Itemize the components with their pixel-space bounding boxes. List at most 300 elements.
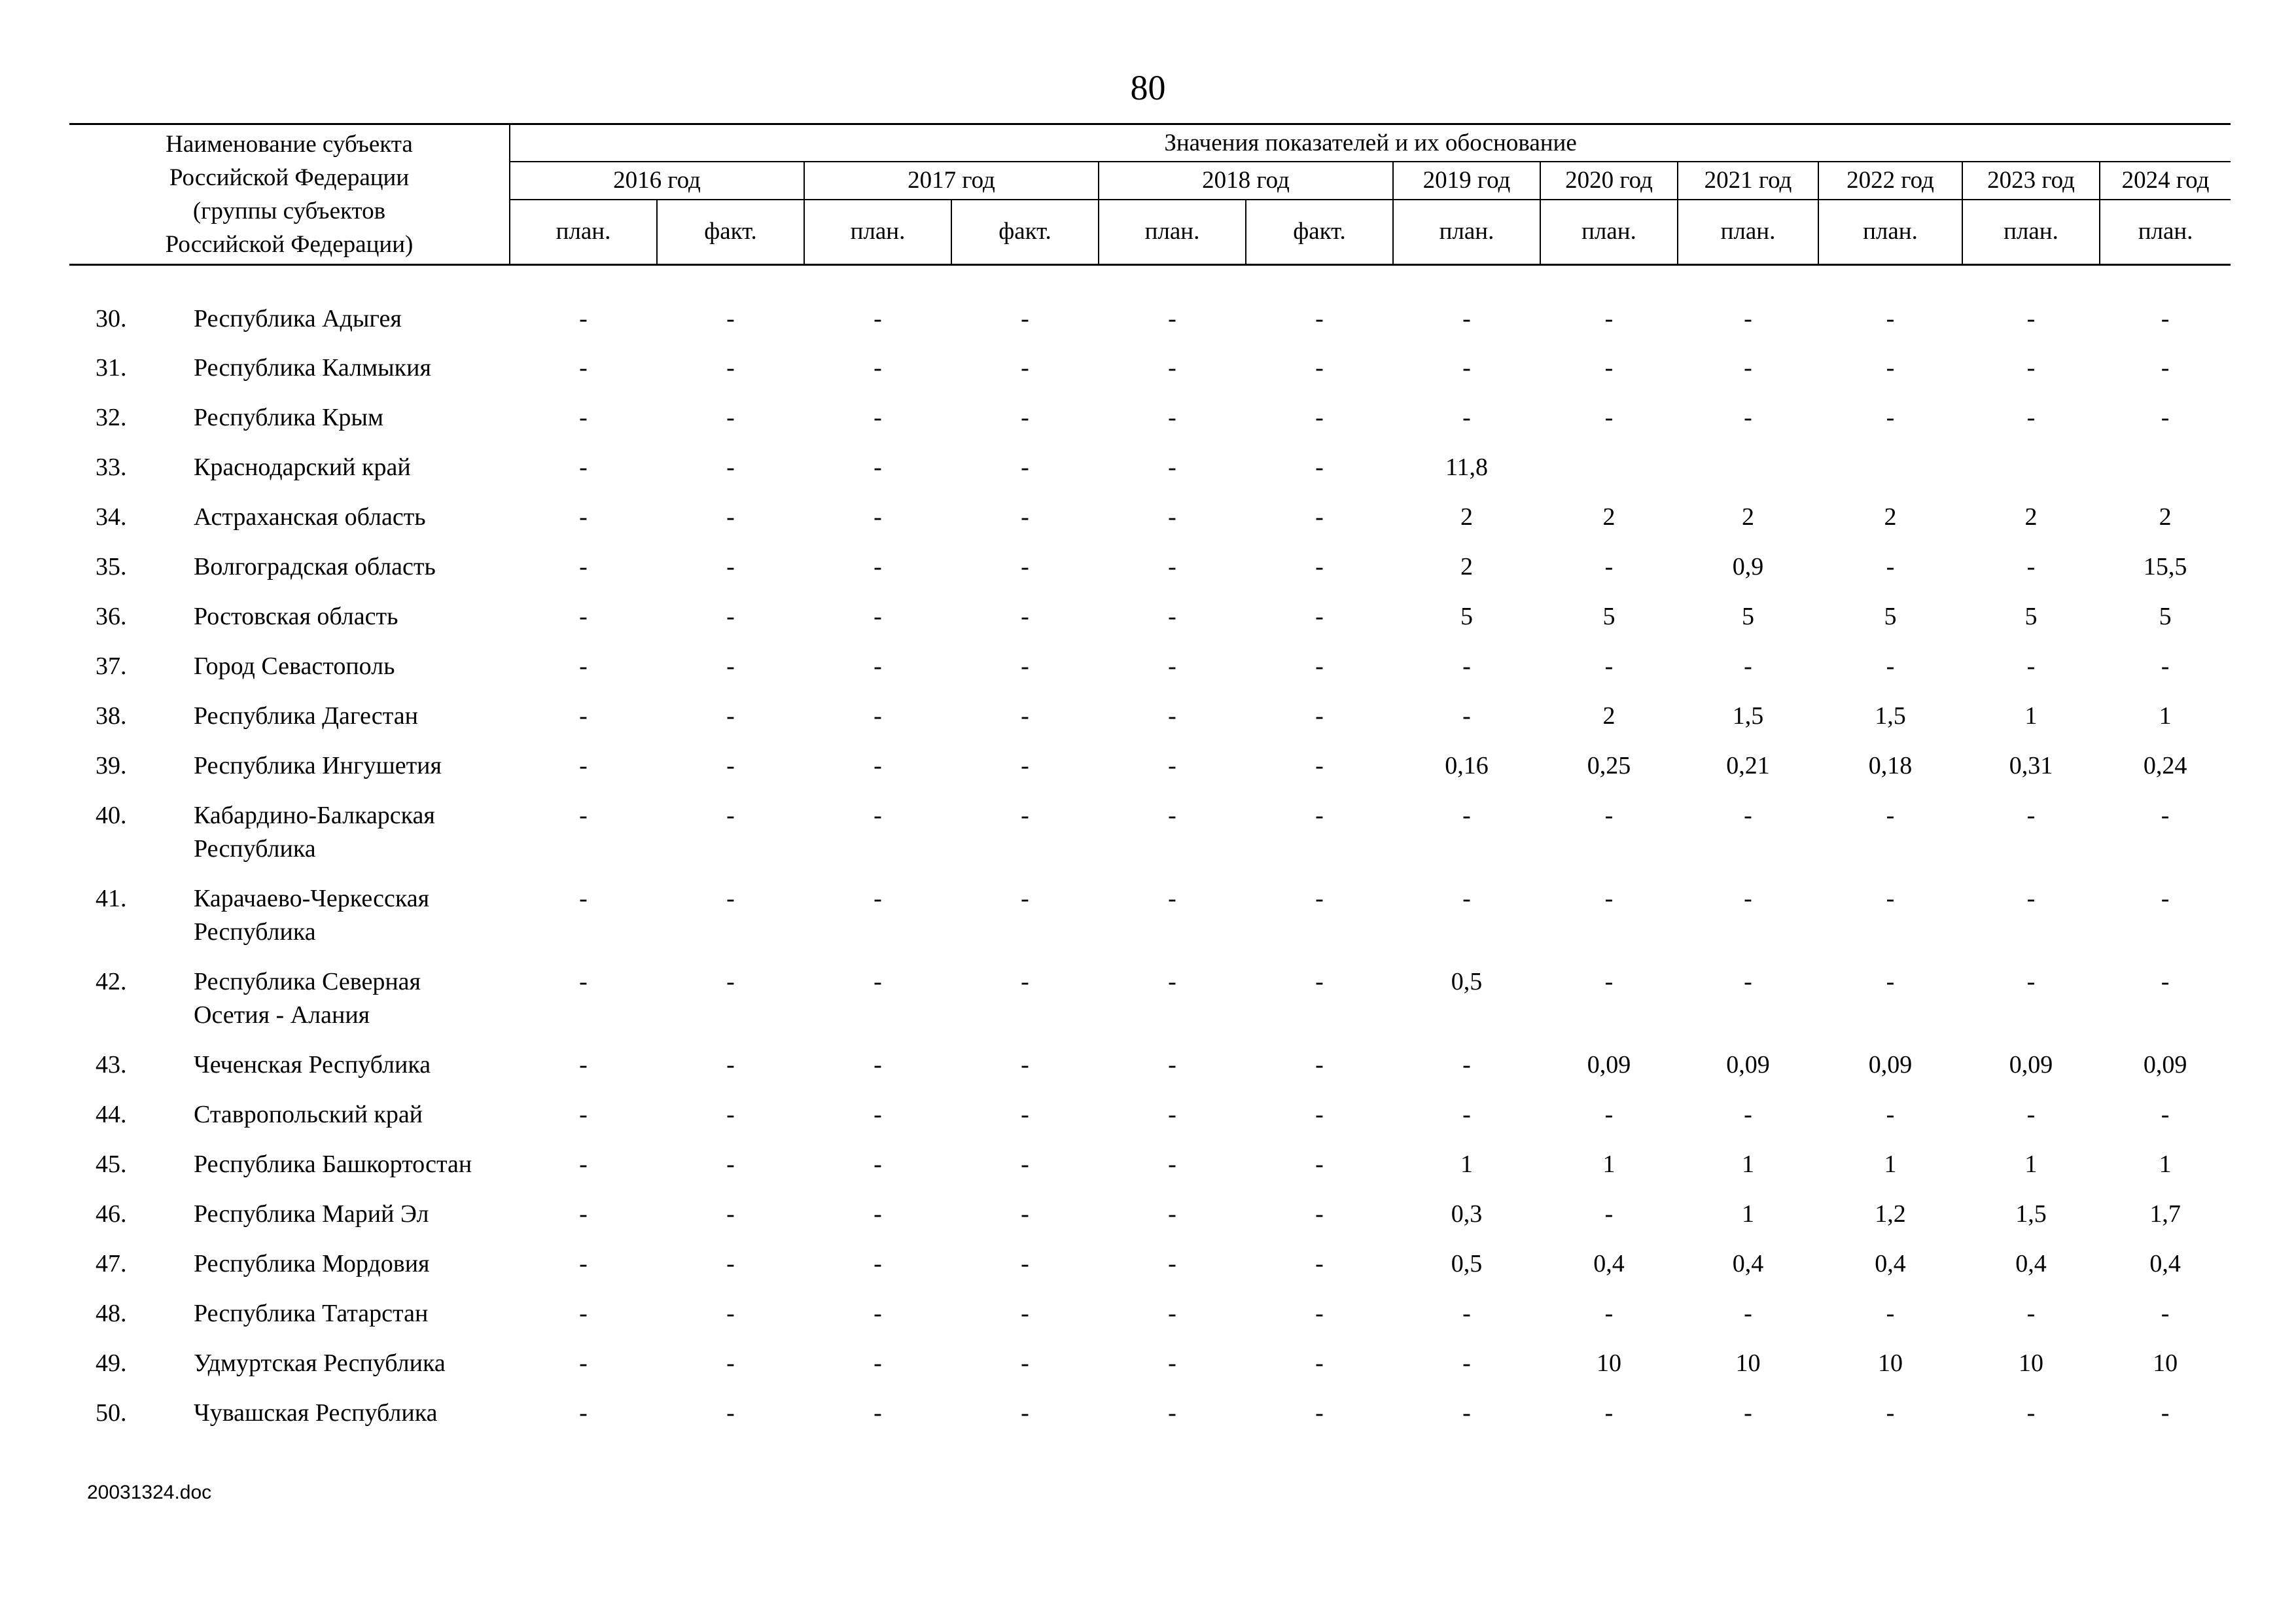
subject-name-line: Республика	[194, 918, 316, 946]
row-number: 31.	[96, 353, 127, 382]
value-cell: -	[1168, 1299, 1176, 1327]
value-cell: -	[874, 1100, 882, 1128]
value-cell: -	[1604, 552, 1614, 580]
value-cell: 2	[1602, 503, 1616, 531]
value-cell: -	[1462, 1299, 1471, 1327]
value-cell: -	[1021, 1399, 1029, 1427]
value-cell: -	[1168, 1150, 1176, 1178]
table-row	[69, 1041, 2231, 1090]
subject-name-line: Республика Башкортостан	[194, 1150, 472, 1178]
year-header: 2020 год	[1540, 162, 1678, 199]
value-cell: 2	[1460, 503, 1473, 531]
value-cell: -	[1604, 801, 1614, 829]
subject-name	[171, 393, 510, 443]
value-cell: -	[1886, 403, 1895, 431]
row-number: 41.	[96, 884, 127, 912]
table-row	[69, 1389, 2231, 1438]
subject-name-line: Карачаево-Черкесская	[194, 884, 430, 912]
value-cell: -	[1021, 1249, 1029, 1277]
row-number: 44.	[96, 1100, 127, 1128]
value-cell: -	[1604, 967, 1614, 995]
row-number: 35.	[96, 552, 127, 580]
value-cell: -	[1168, 1349, 1176, 1377]
table-row	[69, 393, 2231, 443]
value-cell: 0,5	[1451, 967, 1483, 995]
value-cell: -	[1886, 652, 1895, 680]
value-cell: -	[579, 1299, 588, 1327]
value-cell: -	[1604, 403, 1614, 431]
value-cell: 5	[1884, 602, 1897, 630]
value-cell: -	[1462, 1399, 1471, 1427]
row-number: 37.	[96, 652, 127, 680]
document-id: 20031324.doc	[87, 1482, 212, 1503]
page-number: 80	[1130, 68, 1166, 107]
value-cell: -	[2026, 652, 2036, 680]
value-cell: 1	[1884, 1150, 1897, 1178]
table-header	[69, 124, 2231, 265]
subject-name-line: Город Севастополь	[194, 652, 395, 680]
value-cell: -	[1315, 884, 1324, 912]
value-cell: 1	[1460, 1150, 1473, 1178]
subject-name	[171, 1289, 510, 1339]
row-number: 43.	[96, 1050, 127, 1079]
value-cell: 0,9	[1732, 552, 1764, 580]
value-cell: -	[1021, 305, 1029, 332]
value-cell: -	[726, 353, 735, 382]
value-cell: -	[1744, 1100, 1752, 1128]
table-row	[69, 874, 2231, 957]
subject-name-line: Республика Дагестан	[194, 702, 418, 730]
row-number: 49.	[96, 1349, 127, 1377]
subject-name	[171, 741, 510, 791]
subject-name-line: Чувашская Республика	[194, 1399, 438, 1427]
plan-header: план.	[1678, 200, 1818, 265]
value-cell: -	[1315, 1299, 1324, 1327]
value-cell: -	[726, 1200, 735, 1228]
value-cell: -	[726, 305, 735, 332]
table-row	[69, 642, 2231, 692]
value-cell: 0,5	[1451, 1249, 1483, 1277]
year-header: 2024 год	[2100, 162, 2231, 199]
value-cell: -	[579, 353, 588, 382]
value-cell: -	[1886, 1299, 1895, 1327]
subject-name-line: Республика Ингушетия	[194, 751, 442, 779]
fact-header: факт.	[951, 200, 1099, 265]
value-cell: -	[1315, 751, 1324, 779]
value-cell: -	[2161, 1299, 2170, 1327]
value-cell	[2100, 443, 2231, 493]
subject-name-line: Республика	[194, 834, 316, 863]
row-number: 39.	[96, 751, 127, 779]
value-cell: -	[2026, 305, 2036, 332]
value-cell: -	[726, 503, 735, 531]
value-cell: 5	[2159, 602, 2172, 630]
subject-name-line: Волгоградская область	[194, 552, 436, 580]
value-cell: -	[1168, 702, 1176, 730]
value-cell: -	[1021, 1200, 1029, 1228]
subject-name	[171, 1339, 510, 1389]
value-cell: -	[579, 503, 588, 531]
value-cell: -	[1315, 602, 1324, 630]
row-number: 42.	[96, 967, 127, 995]
value-cell: -	[726, 403, 735, 431]
value-cell: -	[1886, 1100, 1895, 1128]
value-cell: 1	[2024, 1150, 2038, 1178]
value-cell: 10	[1735, 1349, 1761, 1377]
value-cell: 0,4	[2149, 1249, 2181, 1277]
value-cell: -	[2161, 1399, 2170, 1427]
value-cell: 10	[2019, 1349, 2043, 1377]
value-cell: -	[1315, 403, 1324, 431]
value-cell: 5	[1460, 602, 1473, 630]
value-cell: 5	[2024, 602, 2038, 630]
value-cell: -	[1604, 652, 1614, 680]
value-cell: -	[726, 552, 735, 580]
value-cell: -	[874, 353, 882, 382]
value-cell: -	[1168, 652, 1176, 680]
table-row	[69, 1339, 2231, 1389]
value-cell: -	[1168, 1399, 1176, 1427]
value-cell: -	[1744, 305, 1752, 332]
value-cell: -	[1168, 1200, 1176, 1228]
value-cell: -	[874, 801, 882, 829]
row-number: 32.	[96, 403, 127, 431]
value-cell: -	[1168, 801, 1176, 829]
indicator-table	[69, 123, 2231, 1438]
value-cell: -	[2026, 801, 2036, 829]
value-cell: -	[1886, 353, 1895, 382]
value-cell: -	[1744, 1299, 1752, 1327]
value-cell: 0,09	[2143, 1050, 2187, 1079]
value-cell	[1678, 443, 1818, 493]
value-cell: -	[874, 1349, 882, 1377]
value-cell: -	[874, 602, 882, 630]
value-cell: -	[874, 1150, 882, 1178]
value-cell: 1,5	[1732, 702, 1764, 730]
subject-name-header-line: Российской Федерации)	[165, 231, 414, 258]
value-cell: -	[1168, 967, 1176, 995]
value-cell: -	[1462, 702, 1471, 730]
value-cell: -	[726, 652, 735, 680]
value-cell: -	[1168, 751, 1176, 779]
row-number: 48.	[96, 1299, 127, 1327]
value-cell: -	[1604, 1399, 1614, 1427]
value-cell: 2	[1602, 702, 1616, 730]
subject-name	[171, 443, 510, 493]
subject-name	[171, 493, 510, 543]
subject-name-line: Чеченская Республика	[194, 1050, 431, 1079]
value-cell: -	[1021, 702, 1029, 730]
value-cell	[1818, 443, 1962, 493]
plan-header: план.	[510, 200, 657, 265]
value-cell: 0,09	[2009, 1050, 2053, 1079]
value-cell: 0,31	[2009, 751, 2053, 779]
value-cell: -	[1021, 801, 1029, 829]
value-cell: -	[1886, 801, 1895, 829]
value-cell: -	[1744, 353, 1752, 382]
subject-name	[171, 344, 510, 393]
value-cell: -	[874, 1399, 882, 1427]
value-cell: -	[1886, 884, 1895, 912]
value-cell: -	[579, 552, 588, 580]
value-cell: -	[2161, 403, 2170, 431]
value-cell: -	[1744, 652, 1752, 680]
value-cell: 2	[1460, 552, 1473, 580]
value-cell: -	[1315, 801, 1324, 829]
value-cell: -	[1168, 552, 1176, 580]
value-cell: 1	[1742, 1200, 1754, 1228]
value-cell: 1	[2024, 702, 2038, 730]
subject-name	[171, 592, 510, 642]
value-cell: 0,09	[1726, 1050, 1770, 1079]
value-cell: 0,4	[1732, 1249, 1764, 1277]
value-cell: -	[874, 751, 882, 779]
table-row	[69, 543, 2231, 592]
value-cell: -	[1604, 305, 1614, 332]
value-cell: -	[2026, 403, 2036, 431]
value-cell: 0,18	[1868, 751, 1913, 779]
value-cell: -	[1021, 1299, 1029, 1327]
subject-name	[171, 874, 510, 957]
value-cell: -	[1462, 305, 1471, 332]
value-cell: -	[1604, 353, 1614, 382]
value-cell: 0,4	[1593, 1249, 1625, 1277]
subject-name-line: Кабардино-Балкарская	[194, 801, 435, 829]
value-cell: -	[1315, 1249, 1324, 1277]
value-cell: -	[2026, 353, 2036, 382]
value-cell: 2	[1742, 503, 1754, 531]
plan-header: план.	[1818, 200, 1962, 265]
value-cell: -	[726, 702, 735, 730]
value-cell: -	[874, 884, 882, 912]
value-cell: -	[1021, 552, 1029, 580]
value-cell: -	[1168, 305, 1176, 332]
value-cell: -	[579, 1100, 588, 1128]
row-number: 50.	[96, 1399, 127, 1427]
subject-name	[171, 642, 510, 692]
value-cell: -	[1021, 884, 1029, 912]
value-cell: 0,21	[1726, 751, 1770, 779]
value-cell: -	[2026, 884, 2036, 912]
value-cell: -	[726, 967, 735, 995]
value-cell: 10	[1878, 1349, 1903, 1377]
value-cell: 2	[2024, 503, 2038, 531]
subject-name-line: Республика Крым	[194, 403, 384, 431]
value-cell: -	[874, 1299, 882, 1327]
value-cell: -	[1168, 1050, 1176, 1079]
value-cell: -	[579, 702, 588, 730]
value-cell: -	[2026, 1299, 2036, 1327]
value-cell: -	[874, 1249, 882, 1277]
value-cell: 15,5	[2143, 552, 2187, 580]
value-cell	[1962, 443, 2100, 493]
value-cell: 1,5	[2015, 1200, 2047, 1228]
value-cell: -	[1021, 453, 1029, 481]
value-cell: -	[1886, 552, 1895, 580]
subject-name-line: Республика Марий Эл	[194, 1200, 429, 1228]
value-cell: -	[579, 1249, 588, 1277]
subject-name-line: Республика Северная	[194, 967, 421, 995]
value-cell: 1	[2159, 702, 2172, 730]
value-cell: 0,25	[1587, 751, 1631, 779]
subject-name-line: Осетия - Алания	[194, 1001, 370, 1029]
value-cell: -	[1315, 652, 1324, 680]
subject-name-header-line: (группы субъектов	[192, 198, 386, 224]
value-cell: 0,24	[2143, 751, 2187, 779]
value-cell: 5	[1602, 602, 1616, 630]
value-cell: -	[726, 884, 735, 912]
value-cell: -	[2161, 305, 2170, 332]
table-row	[69, 1240, 2231, 1289]
plan-header: план.	[1540, 200, 1678, 265]
value-cell: -	[2026, 1100, 2036, 1128]
value-cell: -	[1021, 751, 1029, 779]
value-cell: -	[1315, 702, 1324, 730]
value-cell: -	[726, 1399, 735, 1427]
plan-header: план.	[2100, 200, 2231, 265]
value-cell: -	[1168, 884, 1176, 912]
value-cell: -	[1604, 1100, 1614, 1128]
subject-name	[171, 1041, 510, 1090]
value-cell: 0,09	[1868, 1050, 1913, 1079]
year-header: 2016 год	[510, 162, 804, 199]
subject-name-line: Республика Мордовия	[194, 1249, 430, 1277]
table-body	[69, 265, 2231, 1438]
year-header: 2018 год	[1099, 162, 1393, 199]
subject-name-line: Республика Адыгея	[194, 305, 402, 332]
fact-header: факт.	[657, 200, 804, 265]
subject-name	[171, 265, 510, 344]
subject-name-line: Ростовская область	[194, 602, 398, 630]
value-cell: -	[2026, 967, 2036, 995]
year-header: 2019 год	[1393, 162, 1540, 199]
table-row	[69, 791, 2231, 874]
value-cell: -	[1021, 1050, 1029, 1079]
value-cell: -	[1315, 453, 1324, 481]
value-cell: -	[1315, 552, 1324, 580]
value-cell: 1	[1742, 1150, 1754, 1178]
value-cell: -	[579, 1200, 588, 1228]
value-cell: -	[1462, 801, 1471, 829]
table-row	[69, 692, 2231, 741]
plan-header: план.	[1393, 200, 1540, 265]
value-cell: -	[2161, 1100, 2170, 1128]
table-row	[69, 1190, 2231, 1240]
row-number: 47.	[96, 1249, 127, 1277]
value-cell: -	[1168, 403, 1176, 431]
value-cell: -	[1886, 967, 1895, 995]
value-cell: -	[1168, 1249, 1176, 1277]
value-cell: -	[579, 305, 588, 332]
value-cell: 1	[2159, 1150, 2172, 1178]
row-number: 33.	[96, 453, 127, 481]
table-row	[69, 443, 2231, 493]
value-cell: 0,09	[1587, 1050, 1631, 1079]
value-cell: -	[579, 967, 588, 995]
value-cell: 1,7	[2149, 1200, 2181, 1228]
value-cell: -	[1462, 353, 1471, 382]
value-cell: -	[1886, 305, 1895, 332]
value-cell: -	[1021, 403, 1029, 431]
value-cell: -	[1315, 353, 1324, 382]
row-number: 40.	[96, 801, 127, 829]
value-cell: -	[1315, 967, 1324, 995]
value-cell: -	[726, 453, 735, 481]
value-cell: -	[1021, 602, 1029, 630]
value-cell: 1,5	[1875, 702, 1906, 730]
value-cell: -	[1168, 503, 1176, 531]
value-cell: -	[1315, 503, 1324, 531]
subject-name-line: Республика Калмыкия	[194, 353, 431, 382]
value-cell: -	[1744, 884, 1752, 912]
value-cell: -	[579, 1399, 588, 1427]
value-cell: -	[726, 751, 735, 779]
value-cell: -	[874, 453, 882, 481]
plan-header: план.	[1962, 200, 2100, 265]
subject-name-header-line: Наименование субъекта	[166, 131, 413, 158]
value-cell: -	[1462, 652, 1471, 680]
subject-name	[171, 692, 510, 741]
value-cell: -	[726, 1150, 735, 1178]
value-cell: -	[1168, 453, 1176, 481]
subject-name	[171, 1090, 510, 1140]
subject-name	[171, 791, 510, 874]
value-cell: -	[874, 403, 882, 431]
value-cell: -	[726, 1050, 735, 1079]
row-number: 46.	[96, 1200, 127, 1228]
value-cell: -	[1021, 652, 1029, 680]
value-cell: -	[579, 1349, 588, 1377]
fact-header: факт.	[1246, 200, 1393, 265]
value-cell: -	[579, 453, 588, 481]
value-cell: -	[2161, 801, 2170, 829]
value-cell: -	[1021, 967, 1029, 995]
value-cell: -	[726, 602, 735, 630]
subject-name	[171, 1190, 510, 1240]
value-cell: 2	[1884, 503, 1897, 531]
value-cell: -	[2161, 967, 2170, 995]
table-row	[69, 741, 2231, 791]
row-number: 38.	[96, 702, 127, 730]
value-cell: -	[2161, 884, 2170, 912]
value-cell: -	[1462, 403, 1471, 431]
value-cell: 0,16	[1445, 751, 1489, 779]
value-cell: -	[1021, 1100, 1029, 1128]
value-cell: -	[1315, 1399, 1324, 1427]
subject-name-line: Астраханская область	[194, 503, 426, 531]
value-cell: -	[1462, 1349, 1471, 1377]
plan-header: план.	[1099, 200, 1246, 265]
value-cell: 5	[1742, 602, 1754, 630]
subject-name	[171, 543, 510, 592]
value-cell: -	[874, 1050, 882, 1079]
value-cell: -	[579, 403, 588, 431]
value-cell: 0,3	[1451, 1200, 1483, 1228]
value-cell: -	[1462, 1100, 1471, 1128]
value-cell: -	[579, 602, 588, 630]
value-cell: -	[1021, 1150, 1029, 1178]
value-cell: -	[2026, 1399, 2036, 1427]
value-cell: -	[1744, 1399, 1752, 1427]
value-cell: -	[1168, 602, 1176, 630]
row-number: 34.	[96, 503, 127, 531]
value-cell: -	[874, 305, 882, 332]
value-cell: -	[874, 552, 882, 580]
value-cell: 1	[1602, 1150, 1616, 1178]
value-cell: -	[579, 1150, 588, 1178]
year-header: 2023 год	[1962, 162, 2100, 199]
value-cell: -	[1315, 305, 1324, 332]
